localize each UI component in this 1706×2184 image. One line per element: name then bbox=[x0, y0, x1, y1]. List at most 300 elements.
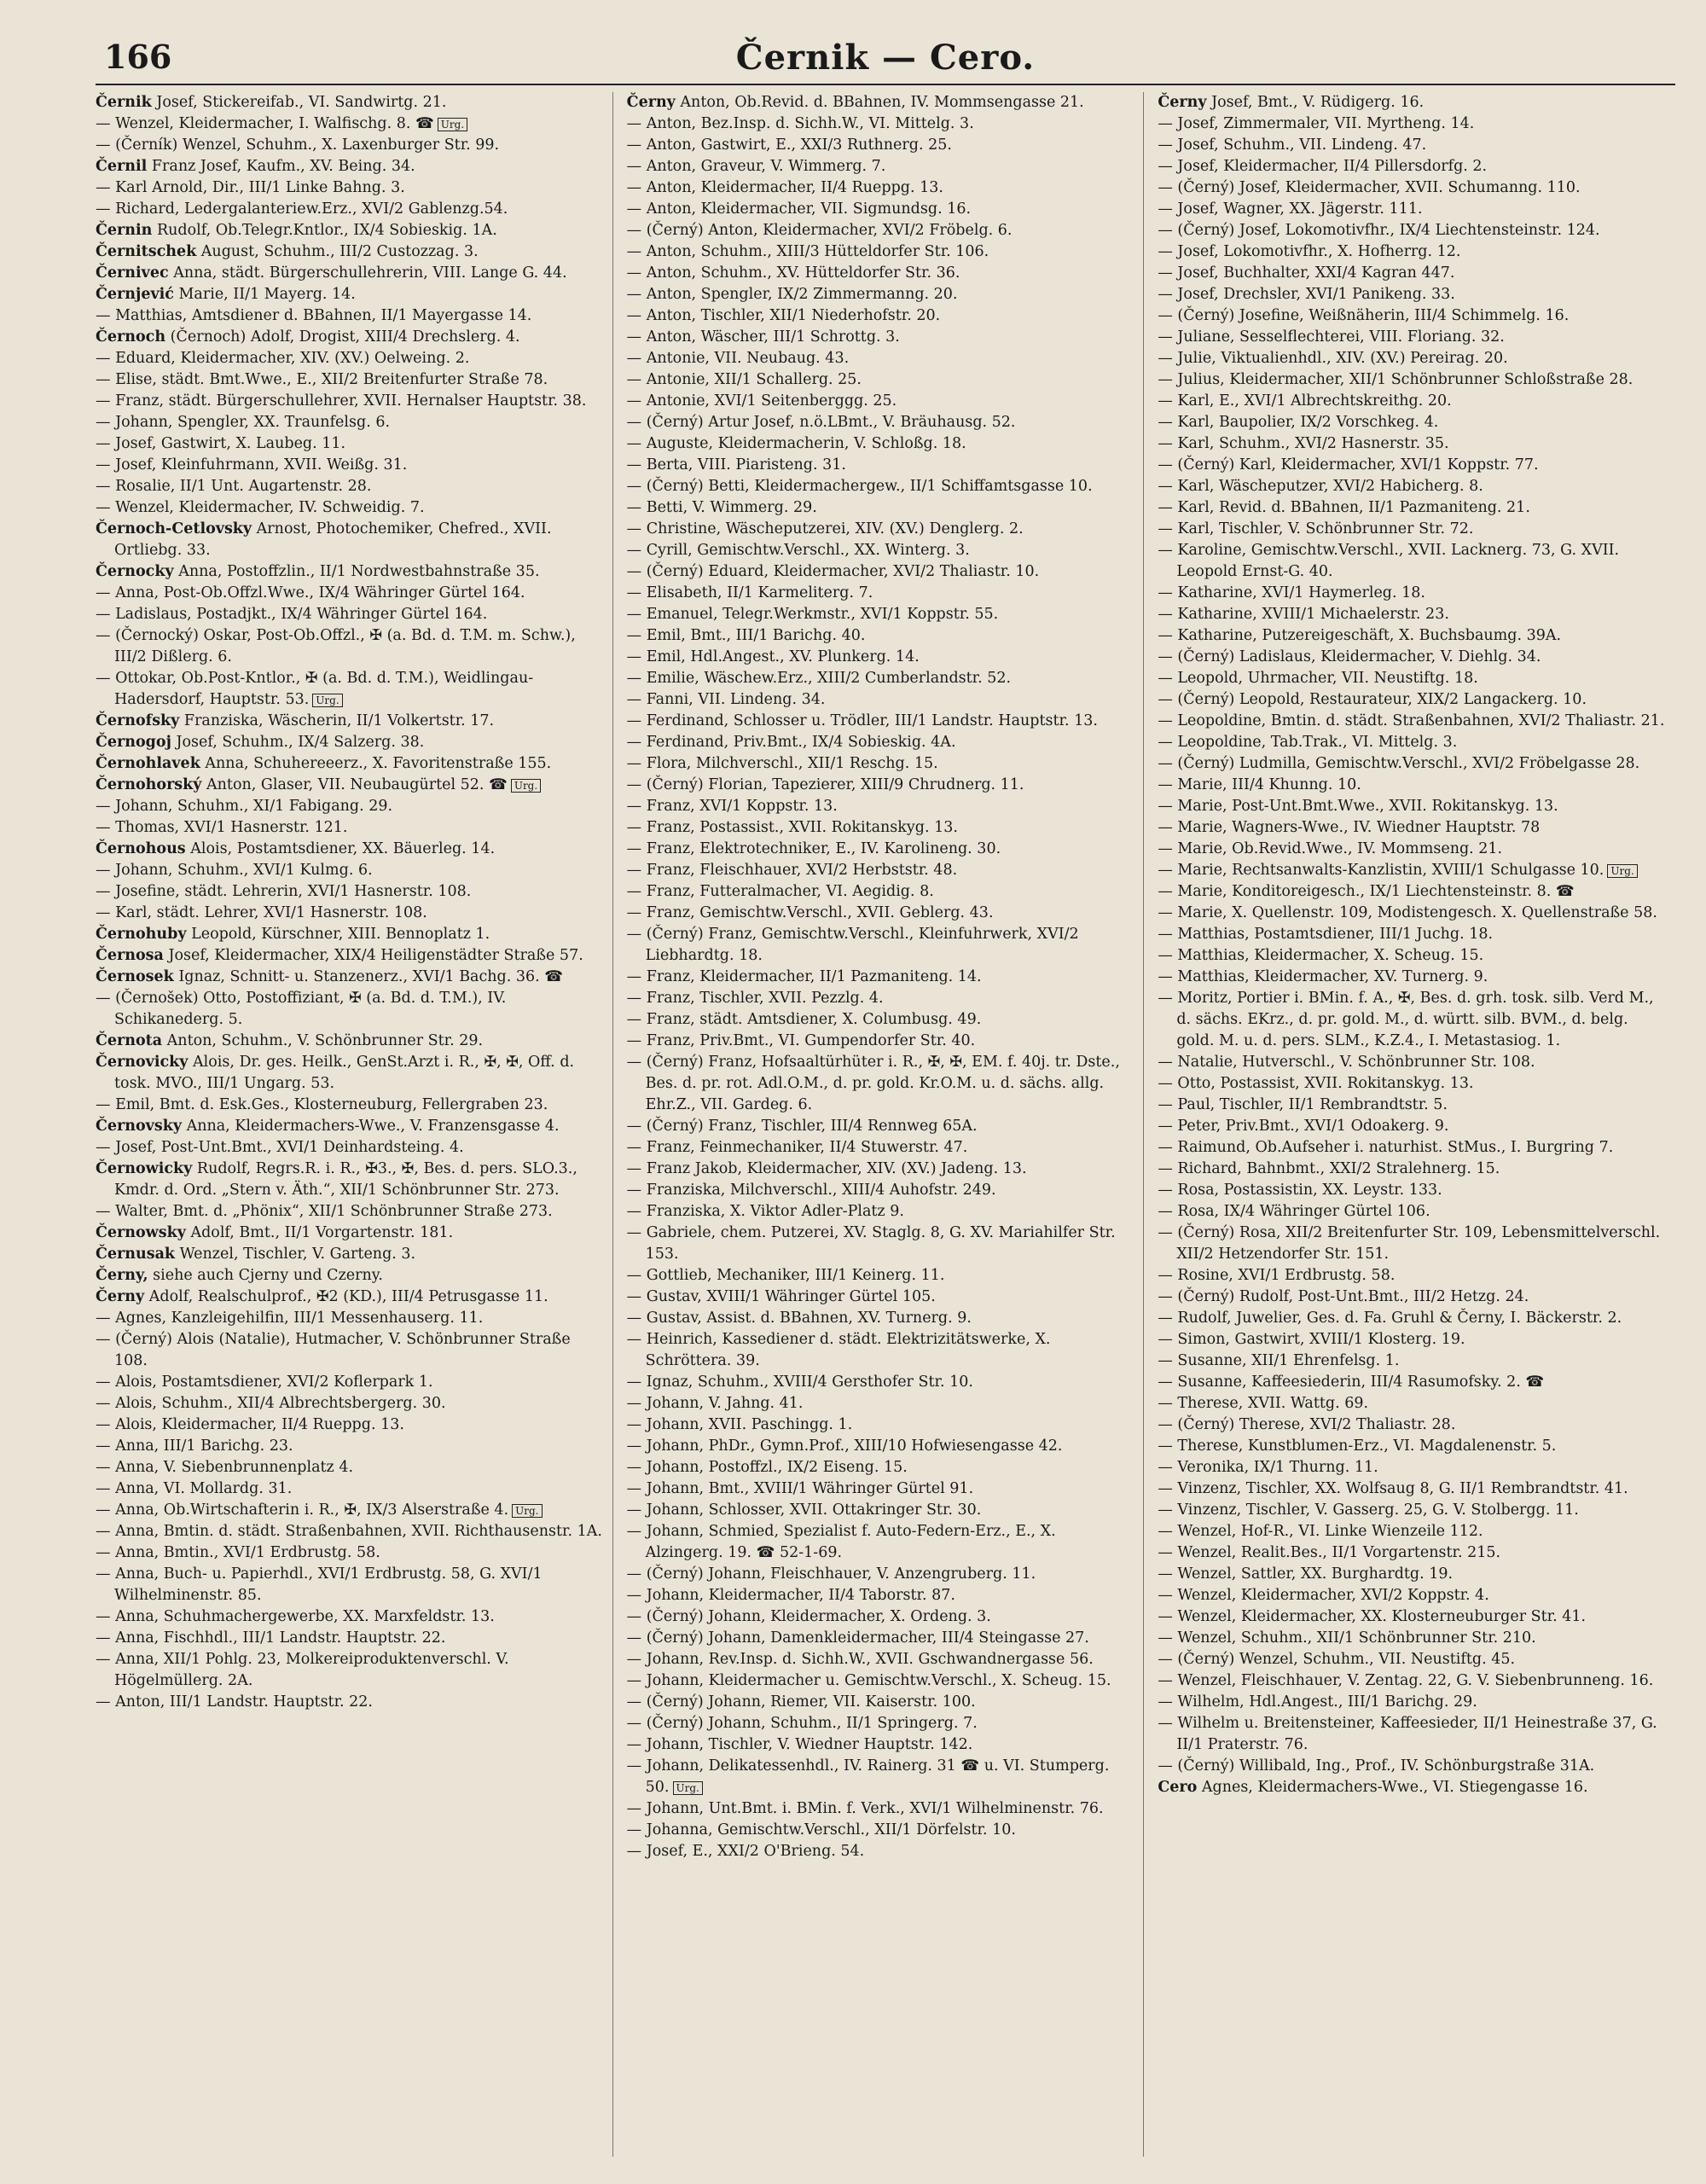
directory-entry bbox=[627, 497, 1135, 519]
directory-entry bbox=[1158, 1372, 1667, 1393]
entry-text: — Johann, Schuhm., XVI/1 Kulmg. 6. bbox=[96, 862, 373, 879]
directory-entry bbox=[96, 1478, 604, 1500]
directory-entry bbox=[1158, 625, 1667, 647]
directory-entry bbox=[1158, 1649, 1667, 1670]
directory-entry bbox=[96, 1159, 604, 1201]
entry-text: — (Černý) Rudolf, Post-Unt.Bmt., III/2 Hetzg. 24. bbox=[1158, 1288, 1529, 1305]
directory-entry bbox=[627, 241, 1135, 263]
entry-text: — Josef, Gastwirt, X. Laubeg. 11. bbox=[96, 435, 346, 452]
directory-entry bbox=[1158, 924, 1667, 945]
entry-text: — (Černý) Betti, Kleidermachergew., II/1 Schiffamtsgasse 10. bbox=[626, 478, 1093, 495]
entry-text: Adolf, Bmt., II/1 Vorgartenstr. 181. bbox=[185, 1224, 454, 1241]
entry-text: — Franz, XVI/1 Koppstr. 13. bbox=[626, 798, 838, 815]
entry-text: Anton, Ob.Revid. d. BBahnen, IV. Mommsengasse 21. bbox=[675, 94, 1084, 111]
entry-text: — Ottokar, Ob.Post-Kntlor., ✠ (a. Bd. d. T.M.), Weidlingau-Hadersdorf, Hauptstr. 53. bbox=[96, 670, 534, 708]
entry-text: — (Černý) Franz, Tischler, III/4 Rennweg 65A. bbox=[626, 1118, 978, 1135]
entry-text: — Karl, Revid. d. BBahnen, II/1 Pazmaniteng. 21. bbox=[1158, 499, 1530, 516]
entry-text: — Anna, V. Siebenbrunnenplatz 4. bbox=[96, 1459, 354, 1476]
entry-text: — Johann, PhDr., Gymn.Prof., XIII/10 Hofwiesengasse 42. bbox=[626, 1438, 1063, 1455]
directory-entry bbox=[1158, 967, 1667, 988]
directory-entry bbox=[1158, 519, 1667, 540]
entry-text: — Leopold, Uhrmacher, VII. Neustiftg. 18. bbox=[1158, 670, 1478, 687]
directory-entry bbox=[627, 1265, 1135, 1287]
entry-text: — Anton, Gastwirt, E., XXI/3 Ruthnerg. 25. bbox=[626, 136, 952, 154]
directory-entry bbox=[627, 689, 1135, 711]
entry-surname: Černota bbox=[96, 1032, 163, 1049]
directory-entry bbox=[1158, 1713, 1667, 1756]
directory-entry bbox=[1158, 647, 1667, 668]
entry-text: — Gustav, Assist. d. BBahnen, XV. Turnerg. 9. bbox=[626, 1310, 972, 1327]
directory-entry bbox=[627, 583, 1135, 604]
entry-text: — Matthias, Kleidermacher, XV. Turnerg. 9. bbox=[1158, 968, 1488, 985]
entry-text: — Ferdinand, Schlosser u. Trödler, III/1 Landstr. Hauptstr. 13. bbox=[626, 712, 1098, 729]
entry-text: — Ignaz, Schuhm., XVIII/4 Gersthofer Str. 10. bbox=[626, 1374, 973, 1391]
entry-text: Ignaz, Schnitt- u. Stanzenerz., XVI/1 Bachg. 36. ☎ bbox=[173, 968, 564, 985]
directory-entry bbox=[1158, 796, 1667, 817]
directory-entry bbox=[1158, 775, 1667, 796]
entry-text: — Josef, E., XXI/2 O'Brieng. 54. bbox=[626, 1843, 865, 1860]
entry-text: — (Černý) Leopold, Restaurateur, XIX/2 Langackerg. 10. bbox=[1158, 691, 1587, 708]
directory-entry bbox=[627, 540, 1135, 561]
directory-entry bbox=[627, 924, 1135, 967]
directory-entry bbox=[96, 1287, 604, 1308]
entry-text: — Rosa, IX/4 Währinger Gürtel 106. bbox=[1158, 1203, 1430, 1220]
entry-text: — Rosa, Postassistin, XX. Leystr. 133. bbox=[1158, 1182, 1442, 1199]
directory-entry bbox=[96, 817, 604, 839]
entry-text: — Franz, Feinmechaniker, II/4 Stuwerstr. 47. bbox=[626, 1139, 968, 1156]
directory-entry bbox=[96, 1564, 604, 1606]
entry-text: — Marie, Rechtsanwalts-Kanzlistin, XVIII/1 Schulgasse 10. bbox=[1158, 862, 1604, 879]
directory-entry bbox=[627, 1606, 1135, 1628]
entry-surname: Černivec bbox=[96, 264, 169, 282]
directory-entry bbox=[627, 199, 1135, 220]
directory-entry bbox=[627, 711, 1135, 732]
directory-entry bbox=[1158, 839, 1667, 860]
directory-entry bbox=[96, 1393, 604, 1414]
entry-text: — Anton, Bez.Insp. d. Sichh.W., VI. Mittelg. 3. bbox=[626, 115, 974, 132]
column-2 bbox=[627, 92, 1145, 2157]
entry-text: — (Černý) Therese, XVI/2 Thaliastr. 28. bbox=[1158, 1416, 1456, 1433]
entry-text: — Josef, Schuhm., VII. Lindeng. 47. bbox=[1158, 136, 1427, 154]
directory-entry bbox=[1158, 305, 1667, 327]
entry-text: — Natalie, Hutverschl., V. Schönbrunner Str. 108. bbox=[1158, 1054, 1535, 1071]
entry-text: — Rudolf, Juwelier, Ges. d. Fa. Gruhl & Černy, I. Bäckerstr. 2. bbox=[1158, 1310, 1622, 1327]
entry-text: — Wenzel, Kleidermacher, I. Walfischg. 8. ☎ bbox=[96, 115, 434, 132]
entry-text: — Susanne, Kaffeesiederin, III/4 Rasumofsky. 2. ☎ bbox=[1158, 1374, 1545, 1391]
entry-text: — Johann, Delikatessenhdl., IV. Rainerg. 31 ☎ u. VI. Stumperg. 50. bbox=[626, 1757, 1110, 1796]
directory-entry bbox=[1158, 1223, 1667, 1265]
entry-surname: Černin bbox=[96, 222, 153, 239]
entry-text: Anna, Kleidermachers-Wwe., V. Franzensgasse 4. bbox=[182, 1118, 560, 1135]
entry-text: — Ladislaus, Postadjkt., IX/4 Währinger Gürtel 164. bbox=[96, 606, 488, 623]
entry-text: — Julie, Viktualienhdl., XIV. (XV.) Pereirag. 20. bbox=[1158, 350, 1508, 367]
directory-entry bbox=[96, 1457, 604, 1478]
directory-entry bbox=[96, 113, 604, 135]
entry-text: — Otto, Postassist, XVII. Rokitanskyg. 13. bbox=[1158, 1075, 1474, 1092]
entry-text: — (Černý) Franz, Gemischtw.Verschl., Kleinfuhrwerk, XVI/2 Liebhardtg. 18. bbox=[626, 926, 1079, 964]
directory-entry bbox=[627, 1841, 1135, 1862]
entry-text: — (Černý) Ludmilla, Gemischtw.Verschl., XVI/2 Fröbelgasse 28. bbox=[1158, 755, 1640, 772]
entry-surname: Černohlavek bbox=[96, 755, 200, 772]
directory-entry bbox=[96, 1308, 604, 1329]
directory-entry bbox=[1158, 241, 1667, 263]
entry-text: — Josef, Post-Unt.Bmt., XVI/1 Deinhardsteing. 4. bbox=[96, 1139, 464, 1156]
directory-entry bbox=[1158, 1564, 1667, 1585]
entry-text: — Marie, Ob.Revid.Wwe., IV. Mommseng. 21. bbox=[1158, 840, 1503, 857]
directory-entry bbox=[1158, 1606, 1667, 1628]
entry-text: — Franz Jakob, Kleidermacher, XIV. (XV.) Jadeng. 13. bbox=[626, 1160, 1027, 1177]
directory-entry bbox=[627, 1159, 1135, 1180]
entry-text: — Auguste, Kleidermacherin, V. Schloßg. 18. bbox=[626, 435, 966, 452]
urg-badge: Urg. bbox=[673, 1781, 703, 1795]
entry-text: — (Černošek) Otto, Postoffiziant, ✠ (a. Bd. d. T.M.), IV. Schikanederg. 5. bbox=[96, 990, 507, 1028]
directory-entry bbox=[1158, 1073, 1667, 1095]
directory-entry bbox=[96, 177, 604, 199]
directory-entry bbox=[627, 1798, 1135, 1820]
directory-entry bbox=[627, 1585, 1135, 1606]
entry-text: — Rosine, XVI/1 Erdbrustg. 58. bbox=[1158, 1267, 1396, 1284]
entry-text: — Alois, Postamtsdiener, XVI/2 Koflerpark 1. bbox=[96, 1374, 433, 1391]
directory-entry bbox=[1158, 1159, 1667, 1180]
page-header bbox=[96, 34, 1675, 85]
directory-entry bbox=[1158, 604, 1667, 625]
entry-text: siehe auch Cjerny und Czerny. bbox=[148, 1267, 383, 1284]
entry-text: — (Černý) Willibald, Ing., Prof., IV. Schönburgstraße 31A. bbox=[1158, 1757, 1595, 1774]
entry-text: — Wenzel, Hof-R., VI. Linke Wienzeile 112. bbox=[1158, 1523, 1483, 1540]
directory-entry bbox=[96, 1372, 604, 1393]
directory-entry bbox=[627, 668, 1135, 689]
entry-text: — (Černý) Florian, Tapezierer, XIII/9 Chrudnerg. 11. bbox=[626, 776, 1024, 793]
directory-entry bbox=[627, 92, 1135, 113]
directory-entry bbox=[1158, 753, 1667, 775]
directory-entry bbox=[627, 156, 1135, 177]
directory-entry bbox=[1158, 156, 1667, 177]
entry-text: — Peter, Priv.Bmt., XVI/1 Odoakerg. 9. bbox=[1158, 1118, 1449, 1135]
entry-text: — Agnes, Kanzleigehilfin, III/1 Messenhauserg. 11. bbox=[96, 1310, 484, 1327]
column-3 bbox=[1158, 92, 1675, 2157]
entry-text: — (Černý) Josef, Lokomotivfhr., IX/4 Liechtensteinstr. 124. bbox=[1158, 222, 1600, 239]
directory-entry bbox=[627, 305, 1135, 327]
entry-text: — Emanuel, Telegr.Werkmstr., XVI/1 Koppstr. 55. bbox=[626, 606, 999, 623]
entry-surname: Černy bbox=[626, 94, 676, 111]
entry-text: — Katharine, XVI/1 Haymerleg. 18. bbox=[1158, 584, 1425, 601]
directory-entry bbox=[627, 1713, 1135, 1734]
entry-text: — Gottlieb, Mechaniker, III/1 Keinerg. 11. bbox=[626, 1267, 945, 1284]
entry-text: Wenzel, Tischler, V. Garteng. 3. bbox=[175, 1246, 416, 1263]
entry-text: — Karl, Tischler, V. Schönbrunner Str. 72. bbox=[1158, 520, 1474, 537]
directory-entry bbox=[96, 881, 604, 903]
entry-text: — Karl, E., XVI/1 Albrechtskreithg. 20. bbox=[1158, 392, 1452, 410]
directory-entry bbox=[96, 903, 604, 924]
directory-entry bbox=[627, 1820, 1135, 1841]
entry-text: — Josef, Kleinfuhrmann, XVII. Weißg. 31. bbox=[96, 456, 408, 473]
entry-text: — Josef, Kleidermacher, II/4 Pillersdorfg. 2. bbox=[1158, 158, 1488, 175]
directory-entry bbox=[1158, 177, 1667, 199]
entry-text: — Wenzel, Fleischhauer, V. Zentag. 22, G. V. Siebenbrunneng. 16. bbox=[1158, 1672, 1654, 1689]
entry-text: — Anton, Spengler, IX/2 Zimmermanng. 20. bbox=[626, 286, 958, 303]
directory-entry bbox=[96, 476, 604, 497]
directory-entry bbox=[96, 967, 604, 988]
entry-text: — Katharine, XVIII/1 Michaelerstr. 23. bbox=[1158, 606, 1449, 623]
entry-text: — (Černý) Anton, Kleidermacher, XVI/2 Fröbelg. 6. bbox=[626, 222, 1013, 239]
entry-text: — Anton, III/1 Landstr. Hauptstr. 22. bbox=[96, 1693, 373, 1711]
directory-entry bbox=[1158, 1052, 1667, 1073]
entry-surname: Černovsky bbox=[96, 1118, 182, 1135]
entry-text: — Josefine, städt. Lehrerin, XVI/1 Hasnerstr. 108. bbox=[96, 883, 472, 900]
directory-entry bbox=[627, 647, 1135, 668]
directory-entry bbox=[96, 1201, 604, 1223]
page-number: 166 bbox=[104, 38, 172, 76]
entry-text: — Christine, Wäscheputzerei, XIV. (XV.) Denglerg. 2. bbox=[626, 520, 1024, 537]
directory-entry bbox=[1158, 1180, 1667, 1201]
directory-entry bbox=[627, 1052, 1135, 1116]
directory-entry bbox=[627, 1009, 1135, 1031]
directory-entry bbox=[1158, 92, 1667, 113]
entry-surname: Černowsky bbox=[96, 1224, 186, 1241]
entry-text: — Moritz, Portier i. BMin. f. A., ✠, Bes. d. grh. tosk. silb. Verd M., d. sächs. EKrz., d. pr. gold. M., d. württ. silb. BVM., d. belg. gold. M. u. d. pers. SLM., K.Z.4., I. Metastasiog. 1. bbox=[1158, 990, 1654, 1049]
directory-entry bbox=[627, 1478, 1135, 1500]
entry-surname: Černosa bbox=[96, 947, 164, 964]
directory-entry bbox=[627, 903, 1135, 924]
entry-text: Josef, Stickereifab., VI. Sandwirtg. 21. bbox=[151, 94, 447, 111]
directory-entry bbox=[627, 348, 1135, 369]
directory-entry bbox=[1158, 220, 1667, 241]
entry-surname: Černusak bbox=[96, 1246, 176, 1263]
directory-entry bbox=[1158, 1393, 1667, 1414]
entry-text: — (Černý) Johann, Damenkleidermacher, III/4 Steingasse 27. bbox=[626, 1629, 1089, 1647]
directory-entry bbox=[96, 561, 604, 583]
entry-text: — Ferdinand, Priv.Bmt., IX/4 Sobieskig. 4A. bbox=[626, 734, 956, 751]
entry-text: — Franz, städt. Amtsdiener, X. Columbusg. 49. bbox=[626, 1011, 982, 1028]
entry-text: — Anna, XII/1 Pohlg. 23, Molkereiproduktenverschl. V. Högelmüllerg. 2A. bbox=[96, 1651, 509, 1689]
directory-entry bbox=[96, 327, 604, 348]
directory-entry bbox=[1158, 903, 1667, 924]
directory-entry bbox=[1158, 1350, 1667, 1372]
entry-text: — (Černý) Josefine, Weißnäherin, III/4 Schimmelg. 16. bbox=[1158, 307, 1570, 324]
entry-text: — (Černý) Johann, Schuhm., II/1 Springerg. 7. bbox=[626, 1715, 978, 1732]
entry-surname: Černowicky bbox=[96, 1160, 193, 1177]
directory-entry bbox=[627, 1116, 1135, 1137]
entry-text: — Josef, Buchhalter, XXI/4 Kagran 447. bbox=[1158, 264, 1455, 282]
directory-entry bbox=[1158, 455, 1667, 476]
directory-entry bbox=[96, 369, 604, 391]
entry-text: — Rosalie, II/1 Unt. Augartenstr. 28. bbox=[96, 478, 372, 495]
directory-entry bbox=[627, 519, 1135, 540]
directory-entry bbox=[627, 369, 1135, 391]
directory-entry bbox=[627, 177, 1135, 199]
entry-text: — (Černý) Wenzel, Schuhm., VII. Neustiftg. 45. bbox=[1158, 1651, 1516, 1668]
entry-text: — Wenzel, Kleidermacher, XX. Klosterneuburger Str. 41. bbox=[1158, 1608, 1587, 1625]
directory-entry bbox=[96, 924, 604, 945]
directory-entry bbox=[96, 1606, 604, 1628]
entry-text: — Karl, Wäscheputzer, XVI/2 Habicherg. 8. bbox=[1158, 478, 1483, 495]
directory-entry bbox=[96, 284, 604, 305]
entry-text: — Elisabeth, II/1 Karmeliterg. 7. bbox=[626, 584, 873, 601]
directory-entry bbox=[627, 1031, 1135, 1052]
directory-entry bbox=[627, 220, 1135, 241]
directory-entry bbox=[1158, 860, 1667, 881]
entry-text: — Johann, Schmied, Spezialist f. Auto-Federn-Erz., E., X. Alzingerg. 19. ☎ 52-1-69. bbox=[626, 1523, 1056, 1561]
directory-entry bbox=[1158, 732, 1667, 753]
entry-text: — Katharine, Putzereigeschäft, X. Buchsbaumg. 39A. bbox=[1158, 627, 1562, 644]
entry-text: — Franz, städt. Bürgerschullehrer, XVII. Hernalser Hauptstr. 38. bbox=[96, 392, 587, 410]
directory-entry bbox=[627, 1308, 1135, 1329]
directory-entry bbox=[627, 113, 1135, 135]
entry-text: — Anna, Schuhmachergewerbe, XX. Marxfeldstr. 13. bbox=[96, 1608, 495, 1625]
entry-text: — Matthias, Postamtsdiener, III/1 Juchg. 18. bbox=[1158, 926, 1494, 943]
entry-text: Josef, Schuhm., IX/4 Salzerg. 38. bbox=[171, 734, 425, 751]
entry-text: — Josef, Drechsler, XVI/1 Panikeng. 33. bbox=[1158, 286, 1455, 303]
entry-text: — Karl Arnold, Dir., III/1 Linke Bahng. 3. bbox=[96, 179, 405, 196]
directory-entry bbox=[96, 391, 604, 412]
entry-text: — Elise, städt. Bmt.Wwe., E., XII/2 Breitenfurter Straße 78. bbox=[96, 371, 548, 388]
directory-entry bbox=[96, 945, 604, 967]
entry-surname: Černohous bbox=[96, 840, 186, 857]
directory-entry bbox=[1158, 711, 1667, 732]
entry-text: — Julius, Kleidermacher, XII/1 Schönbrunner Schloßstraße 28. bbox=[1158, 371, 1633, 388]
directory-entry bbox=[627, 1180, 1135, 1201]
entry-surname: Cero bbox=[1158, 1779, 1198, 1796]
directory-entry bbox=[627, 1628, 1135, 1649]
directory-entry bbox=[627, 881, 1135, 903]
directory-entry bbox=[627, 476, 1135, 497]
directory-entry bbox=[1158, 433, 1667, 455]
directory-entry bbox=[96, 1521, 604, 1542]
entry-text: — Franz, Postassist., XVII. Rokitanskyg. 13. bbox=[626, 819, 958, 836]
directory-entry bbox=[96, 1628, 604, 1649]
entry-text: — Wenzel, Schuhm., XII/1 Schönbrunner Str. 210. bbox=[1158, 1629, 1536, 1647]
entry-text: Rudolf, Regrs.R. i. R., ✠3., ✠, Bes. d. pers. SLO.3., Kmdr. d. Ord. „Stern v. Äth.“, XII/1 Schönbrunner Str. 273. bbox=[114, 1160, 577, 1199]
entry-text: Alois, Postamtsdiener, XX. Bäuerleg. 14. bbox=[185, 840, 496, 857]
directory-entry bbox=[627, 433, 1135, 455]
entry-text: Arnost, Photochemiker, Chefred., XVII. Ortliebg. 33. bbox=[114, 520, 552, 559]
urg-badge: Urg. bbox=[511, 779, 541, 793]
directory-entry bbox=[627, 1414, 1135, 1436]
directory-entry bbox=[1158, 369, 1667, 391]
directory-entry bbox=[627, 412, 1135, 433]
entry-surname: Černik bbox=[96, 94, 152, 111]
entry-text: — Alois, Kleidermacher, II/4 Rueppg. 13. bbox=[96, 1416, 404, 1433]
directory-entry bbox=[96, 156, 604, 177]
directory-entry bbox=[627, 1287, 1135, 1308]
entry-text: — Leopoldine, Tab.Trak., VI. Mittelg. 3. bbox=[1158, 734, 1458, 751]
entry-text: — Josef, Lokomotivfhr., X. Hofherrg. 12. bbox=[1158, 243, 1461, 260]
entry-surname: Černohuby bbox=[96, 926, 187, 943]
entry-text: — Franz, Futteralmacher, VI. Aegidig. 8. bbox=[626, 883, 934, 900]
directory-entry bbox=[1158, 391, 1667, 412]
entry-text: — Johann, XVII. Paschingg. 1. bbox=[626, 1416, 853, 1433]
entry-text: — Karoline, Gemischtw.Verschl., XVII. Lacknerg. 73, G. XVII. Leopold Ernst-G. 40. bbox=[1158, 542, 1620, 580]
entry-surname: Černy bbox=[96, 1288, 145, 1305]
entry-text: — Wenzel, Kleidermacher, XVI/2 Koppstr. 4. bbox=[1158, 1587, 1489, 1604]
directory-entry bbox=[1158, 1500, 1667, 1521]
directory-entry bbox=[627, 1436, 1135, 1457]
directory-entry bbox=[96, 348, 604, 369]
directory-entry bbox=[96, 1542, 604, 1564]
entry-text: — Anton, Graveur, V. Wimmerg. 7. bbox=[626, 158, 886, 175]
directory-entry bbox=[627, 561, 1135, 583]
directory-entry bbox=[1158, 327, 1667, 348]
entry-text: — Johann, Unt.Bmt. i. BMin. f. Verk., XVI/1 Wilhelminenstr. 76. bbox=[626, 1800, 1104, 1817]
directory-entry bbox=[1158, 113, 1667, 135]
entry-text: — Anton, Tischler, XII/1 Niederhofstr. 20. bbox=[626, 307, 941, 324]
entry-text: — Walter, Bmt. d. „Phönix“, XII/1 Schönbrunner Straße 273. bbox=[96, 1203, 553, 1220]
entry-text: — Eduard, Kleidermacher, XIV. (XV.) Oelweing. 2. bbox=[96, 350, 470, 367]
entry-surname: Černofsky bbox=[96, 712, 180, 729]
entry-text: — Flora, Milchverschl., XII/1 Reschg. 15. bbox=[626, 755, 938, 772]
entry-surname: Černohorský bbox=[96, 776, 202, 793]
directory-entry bbox=[96, 519, 604, 561]
directory-entry bbox=[627, 753, 1135, 775]
entry-text: — Berta, VIII. Piaristeng. 31. bbox=[626, 456, 846, 473]
directory-entry bbox=[1158, 988, 1667, 1052]
directory-entry bbox=[1158, 412, 1667, 433]
entry-text: Josef, Kleidermacher, XIX/4 Heiligenstädter Straße 57. bbox=[163, 947, 583, 964]
entry-text: — Marie, Konditoreigesch., IX/1 Liechtensteinstr. 8. ☎ bbox=[1158, 883, 1575, 900]
directory-entry bbox=[627, 1521, 1135, 1564]
directory-entry bbox=[1158, 1457, 1667, 1478]
entry-text: — Matthias, Amtsdiener d. BBahnen, II/1 Mayergasse 14. bbox=[96, 307, 532, 324]
directory-entry bbox=[627, 860, 1135, 881]
directory-entry bbox=[627, 1500, 1135, 1521]
directory-entry bbox=[627, 391, 1135, 412]
directory-entry bbox=[96, 1265, 604, 1287]
entry-text: — Anton, Kleidermacher, VII. Sigmundsg. 16. bbox=[626, 200, 972, 218]
entry-text: — Anton, Schuhm., XIII/3 Hütteldorfer Str. 106. bbox=[626, 243, 989, 260]
entry-surname: Černosek bbox=[96, 968, 174, 985]
directory-entry bbox=[96, 1137, 604, 1159]
entry-text: — Anna, VI. Mollardg. 31. bbox=[96, 1480, 293, 1497]
entry-text: Alois, Dr. ges. Heilk., GenSt.Arzt i. R., ✠, ✠, Off. d. tosk. MVO., III/1 Ungarg. 53. bbox=[114, 1054, 575, 1092]
entry-surname: Černil bbox=[96, 158, 148, 175]
entry-surname: Černitschek bbox=[96, 243, 197, 260]
entry-text: — (Černík) Wenzel, Schuhm., X. Laxenburger Str. 99. bbox=[96, 136, 500, 154]
entry-text: — Johann, Postoffzl., IX/2 Eiseng. 15. bbox=[626, 1459, 908, 1476]
entry-surname: Černovicky bbox=[96, 1054, 189, 1071]
directory-entry bbox=[627, 625, 1135, 647]
entry-text: — (Černocký) Oskar, Post-Ob.Offzl., ✠ (a. Bd. d. T.M. m. Schw.), III/2 Dißlerg. 6. bbox=[96, 627, 576, 665]
entry-text: — Johann, Rev.Insp. d. Sichh.W., XVII. Gschwandnergasse 56. bbox=[626, 1651, 1094, 1668]
entry-text: — Therese, XVII. Wattg. 69. bbox=[1158, 1395, 1369, 1412]
urg-badge: Urg. bbox=[1607, 864, 1637, 878]
directory-entry bbox=[96, 1414, 604, 1436]
entry-text: — Richard, Bahnbmt., XXI/2 Stralehnerg. 15. bbox=[1158, 1160, 1500, 1177]
directory-entry bbox=[96, 1244, 604, 1265]
directory-entry bbox=[1158, 1628, 1667, 1649]
directory-entry bbox=[627, 455, 1135, 476]
directory-entry bbox=[96, 732, 604, 753]
entry-text: August, Schuhm., III/2 Custozzag. 3. bbox=[196, 243, 479, 260]
entry-text: — Karl, Baupolier, IX/2 Vorschkeg. 4. bbox=[1158, 414, 1439, 431]
entry-text: — Juliane, Sesselflechterei, VIII. Floriang. 32. bbox=[1158, 328, 1505, 346]
entry-surname: Černogoj bbox=[96, 734, 171, 751]
entry-text: — Cyrill, Gemischtw.Verschl., XX. Winterg. 3. bbox=[626, 542, 970, 559]
directory-entry bbox=[1158, 284, 1667, 305]
directory-entry bbox=[1158, 945, 1667, 967]
entry-surname: Černy, bbox=[96, 1267, 148, 1284]
directory-entry bbox=[1158, 1265, 1667, 1287]
entry-text: — Emil, Bmt. d. Esk.Ges., Klosterneuburg, Fellergraben 23. bbox=[96, 1096, 548, 1113]
entry-text: — (Černý) Josef, Kleidermacher, XVII. Schumanng. 110. bbox=[1158, 179, 1581, 196]
directory-entry bbox=[1158, 1308, 1667, 1329]
entry-surname: Černoch-Cetlovsky bbox=[96, 520, 252, 537]
directory-entry bbox=[96, 1692, 604, 1713]
directory-entry bbox=[627, 988, 1135, 1009]
directory-entry bbox=[627, 284, 1135, 305]
entry-text: — Antonie, VII. Neubaug. 43. bbox=[626, 350, 850, 367]
entry-surname: Černoch bbox=[96, 328, 166, 346]
entry-text: — Wilhelm, Hdl.Angest., III/1 Barichg. 29. bbox=[1158, 1693, 1477, 1711]
